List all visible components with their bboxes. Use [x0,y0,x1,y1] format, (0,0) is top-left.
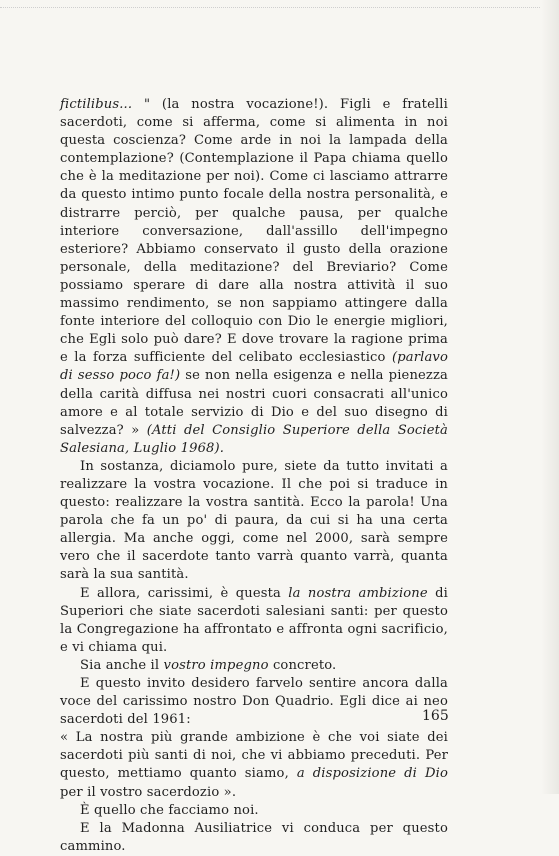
text-run: E la Madonna Ausiliatrice vi conduca per questo cammino. [60,820,448,854]
paragraph [60,458,448,585]
text-run: « La nostra più grande ambizione è che voi siate dei sacerdoti più santi di noi, che vi abbiamo preceduti. Per questo, mettiamo quanto siamo, [60,730,448,782]
text-run: " (la nostra vocazione!). Figli e fratelli sacerdoti, come si afferma, come si alimenta in noi questa coscienza? Come arde in noi la lampada della contemplazione? (Contemplazione il Papa chiama quello che è la meditazione per noi). Come ci lasciamo attrarre da questo intimo punto focale della nostra personalità, e distrarre perciò, per qualche pausa, per qualche interiore conversazione, dall'assillo dell'impegno esteriore? Abbiamo conservato il gusto della orazione personale, della meditazione? del Breviario? Come possiamo sperare di dare alla nostra attività il suo massimo rendimento, se non sappiamo attingere dalla fonte interiore del colloquio con Dio le energie migliori, che Egli solo può dare? E dove trovare la ragione prima e la forza sufficiente del celibato ecclesiastico [60,97,448,366]
italic-text: a disposizione di Dio [296,766,448,782]
top-scan-rule [0,7,540,8]
paragraph [60,96,448,458]
text-run: se non nella esigenza e nella pienezza della carità diffusa nei nostri cuori consacrati all'unico amore e al totale servizio di Dio e del suo disegno di salvezza? » [60,368,448,438]
text-run: E questo invito desidero farvelo sentire ancora dalla voce del carissimo nostro Don Quadrio. Egli dice ai neo sacerdoti del 1961: [60,676,448,728]
paragraph [60,675,448,729]
page-number: 165 [422,708,449,724]
body-text [60,96,448,856]
paragraph [60,802,448,820]
italic-text: (parlavo di sesso poco fa!) [60,350,448,384]
italic-text: fictilibus... [60,97,133,112]
paragraph [60,585,448,657]
italic-text: (Atti del Consiglio Superiore della Società Salesiana, Luglio 1968). [60,422,448,456]
italic-text: la nostra ambizione [288,585,428,601]
text-run: È quello che facciamo noi. [80,802,259,818]
paragraph [60,657,448,675]
text-run: di Superiori che siate sacerdoti salesiani santi: per questo la Congregazione ha affrontato e affronta ogni sacrificio, e vi chiama qui. [60,585,448,655]
text-run: Sia anche il [80,657,164,673]
paragraph [60,820,448,856]
text-run: per il vostro sacerdozio ». [60,784,237,800]
paragraph [60,729,448,801]
text-run: E allora, carissimi, è questa [80,585,289,601]
page-edge-shadow [541,0,559,794]
italic-text: vostro impegno [163,657,269,673]
text-run: concreto. [268,657,337,673]
text-run: In sostanza, diciamolo pure, siete da tutto invitati a realizzare la vostra vocazione. Il che poi si traduce in questo: realizzare la vostra santità. Ecco la parola! Una parola che fa un po' di paura, da cui si ha una certa allergia. Ma anche oggi, come nel 2000, sarà sempre vero che il sacerdote tanto varrà quanto varrà, quanta sarà la sua santità. [60,458,448,583]
